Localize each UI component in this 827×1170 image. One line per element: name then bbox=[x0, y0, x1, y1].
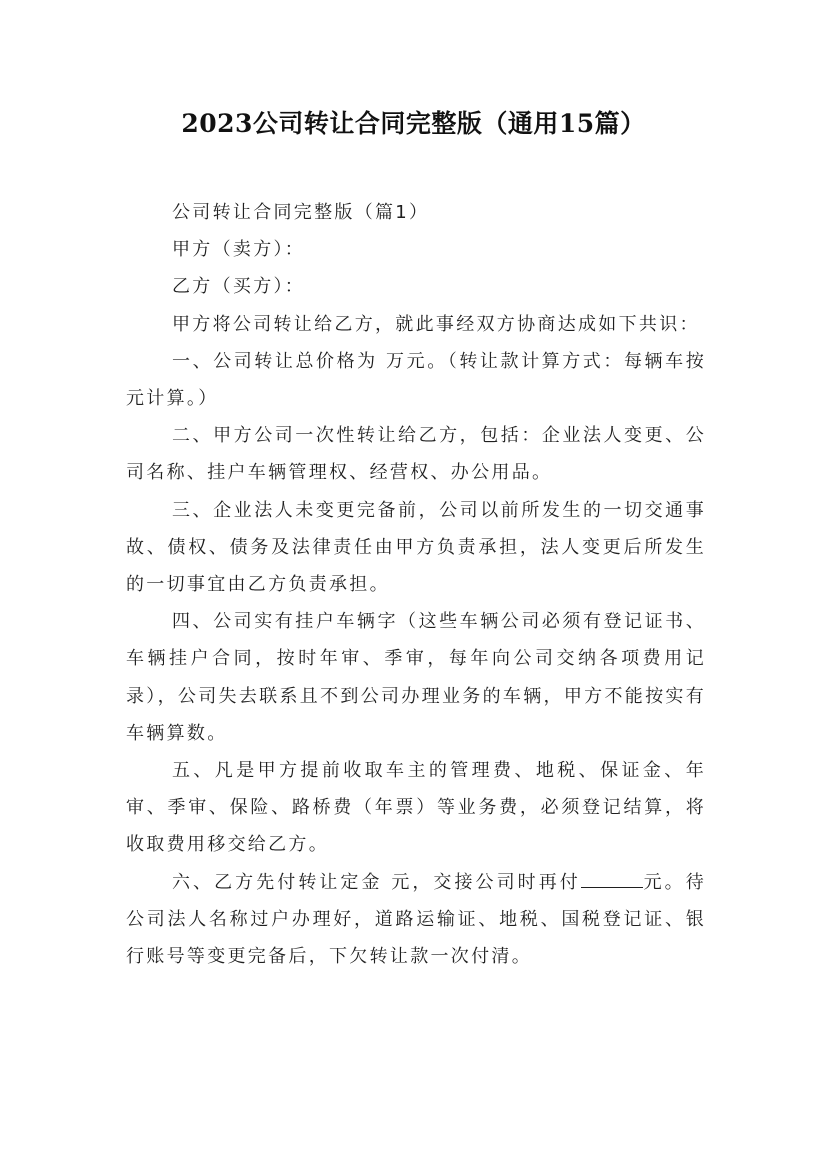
clause-1: 一、公司转让总价格为 万元。（转让款计算方式：每辆车按 元计算。） bbox=[126, 350, 706, 410]
fill-in-blank bbox=[581, 871, 643, 888]
clause-6-part-1: 六、乙方先付转让定金 元，交接公司时再付 bbox=[172, 871, 581, 893]
party-a-line: 甲方（卖方）： bbox=[172, 239, 306, 261]
document-body bbox=[126, 194, 706, 975]
clause-6-part-2: 元。待公司法人名称过户办理好，道路运输证、地税、国税登记证、银行账号等变更完备后，下欠转让款一次付清。 bbox=[126, 871, 706, 968]
document-title: 2023公司转让合同完整版（通用15篇） bbox=[181, 109, 646, 138]
section-heading: 公司转让合同完整版（篇1） bbox=[172, 202, 430, 223]
clause-5: 五、凡是甲方提前收取车主的管理费、地税、保证金、年审、季审、保险、路桥费（年票）等业务费，必须登记结算，将收取费用移交给乙方。 bbox=[126, 760, 706, 856]
clause-3: 三、企业法人未变更完备前，公司以前所发生的一切交通事故、债权、债务及法律责任由甲方负责承担，法人变更后所发生的一切事宜由乙方负责承担。 bbox=[126, 499, 706, 596]
clause-4: 四、公司实有挂户车辆字（这些车辆公司必须有登记证书、车辆挂户合同，按时年审、季审，每年向公司交纳各项费用记录），公司失去联系且不到公司办理业务的车辆，甲方不能按实有车辆算数。 bbox=[126, 611, 706, 744]
preamble-paragraph: 甲方将公司转让给乙方，就此事经双方协商达成如下共识： bbox=[172, 313, 700, 335]
party-b-line: 乙方（买方）： bbox=[172, 276, 306, 298]
clause-6 bbox=[126, 864, 706, 976]
clause-2: 二、甲方公司一次性转让给乙方，包括：企业法人变更、公司名称、挂户车辆管理权、经营权、办公用品。 bbox=[126, 425, 706, 484]
